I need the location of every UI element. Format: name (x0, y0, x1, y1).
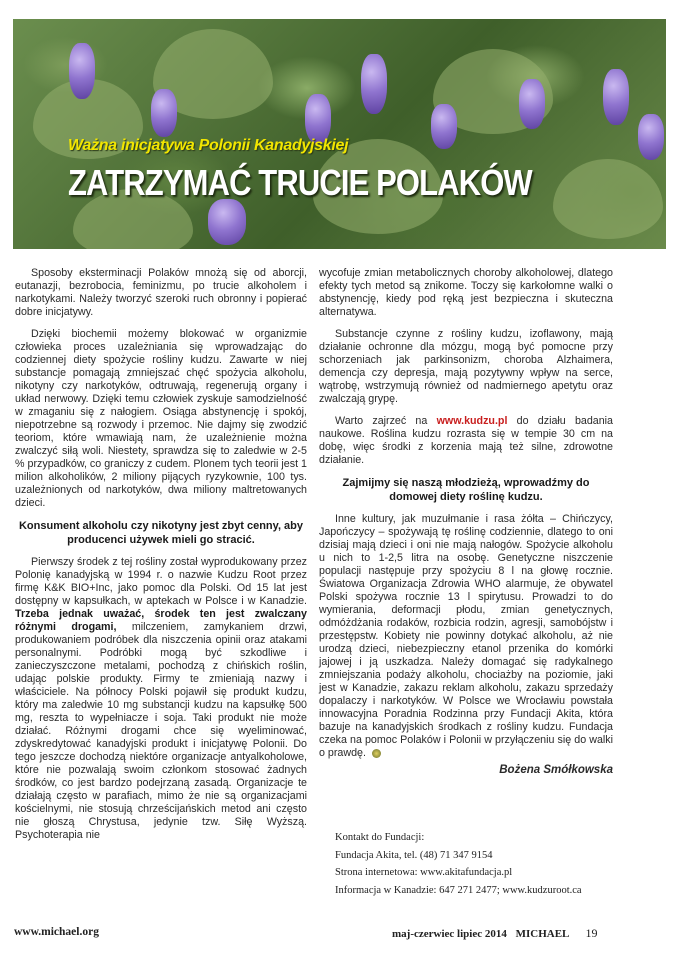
paragraph (319, 415, 613, 467)
flower-shape (519, 79, 545, 129)
paragraph: Substancje czynne z rośliny kudzu, izoflawony, mają działanie ochronne dla mózgu, mogą być pomocne przy schorzeniach jak parkinsonizm, choroba Alzhaimera, demencja czy depresja, mają pozytywny wpływ na serce, wątrobę, wstrzymują również od nadmiernego apetytu oraz zwalczają grypę. (319, 328, 613, 405)
flower-shape (431, 104, 457, 149)
paragraph-text: do działu badania naukowe. Roślina kudzu rozrasta się w tempie 30 cm na dobę, więc środki z korzenia mają też silne, zdrowotne działanie. (319, 415, 613, 466)
article-column-right (319, 267, 613, 785)
paragraph-text: Warto zajrzeć na (335, 415, 437, 427)
paragraph-text: milczeniem, zamykaniem drzwi, produkowaniem podróbek dla niszczenia opinii oraz atakami personalnymi. Podróbki mogą być szkodliwe i zanieczyszczone metalami, pochodzą z chińskich roślin, udając polskie produkty. Firmy te zmieniają nazwy i właściciele. Na północy Polski pojawił się produkt kudzu, który ma zaledwie 10 mg substancji kudzu na kapsułkę 500 mg, reszta to wypełniacze i soja. Taki produkt nie może działać. Różnymi drogami chce się wyeliminować, zdyskredytować kanadyjski produkt i inicjatywę Polonii. Do tego jeszcze dochodzą niektóre organizacje antyalkoholowe, które nie pozwalają swoim członkom stosować żadnych środków, co jest bardzo podejrzaną zasadą. Organizacje te działają często w parafiach, mimo że nie są organizacjami kościelnymi, nie stosują chrześcijańskich metod ani często nie głoszą Chrystusa, jedynie tzw. Siłę Wyższą. Psychoterapia nie (15, 621, 307, 841)
paragraph: wycofuje zmian metabolicznych choroby alkoholowej, dlatego efekty tych metod są znikome. Toczy się karkołomne walki o abstynencję, kiedy pod ręką jest bezpieczna i skuteczna alternatywa. (319, 267, 613, 318)
section-heading: Zajmijmy się naszą młodzieżą, wprowadźmy do domowej diety roślinę kudzu. (342, 477, 590, 503)
contact-box (335, 829, 635, 899)
flower-shape (208, 199, 246, 245)
footer-issue-date: maj-czerwiec lipiec 2014 (392, 928, 507, 940)
article-column-left (15, 267, 307, 842)
page-number: 19 (585, 926, 598, 940)
contact-phone: Fundacja Akita, tel. (48) 71 347 9154 (335, 849, 493, 861)
flower-shape (361, 54, 387, 114)
flower-shape (69, 43, 95, 99)
section-heading: Konsument alkoholu czy nikotyny jest zbyt cenny, aby producenci używek mieli go stracić. (18, 520, 304, 546)
paragraph (15, 556, 307, 842)
footer-website: www.michael.org (14, 926, 99, 938)
contact-website: Strona internetowa: www.akitafundacja.pl (335, 867, 513, 878)
paragraph (319, 513, 613, 760)
footer-issue-info (392, 926, 598, 941)
paragraph: Sposoby eksterminacji Polaków mnożą się od aborcji, eutanazji, bezrobocia, feminizmu, po trucie alkoholem i narkotykami. Należy tworzyć szeroki ruch obronny i popierać dobre inicjatywy. (15, 267, 307, 318)
flower-icon (372, 749, 381, 758)
contact-canada: Informacja w Kanadzie: 647 271 2477; www.kudzuroot.ca (335, 884, 582, 896)
flower-shape (151, 89, 177, 137)
flower-shape (638, 114, 664, 160)
article-headline: ZATRZYMAĆ TRUCIE POLAKÓW (68, 162, 532, 203)
author-signature: Bożena Smółkowska (499, 764, 613, 776)
article-kicker: Ważna inicjatywa Polonii Kanadyjskiej (68, 137, 349, 154)
contact-heading: Kontakt do Fundacji: (335, 832, 425, 843)
paragraph-text: Pierwszy środek z tej rośliny został wyprodukowany przez Polonię kanadyjską w 1994 r. o nazwie Kudzu Root przez firmę K&K BIO+Inc, jako pomoc dla Polski. Od 15 lat jest dostępny w kapsułkach, w aptekach w Polsce i w Kanadzie. (15, 556, 307, 607)
paragraph: Dzięki biochemii możemy blokować w organizmie człowieka proces uzależniania się wprowadzając do codziennej diety spożycie rośliny kudzu. Zawarte w niej substancje pomagają zmniejszać chęć spożycia alkoholu, nikotyny czy narkotyków, odtruwają, regenerują organy i układ nerwowy. Dzięki temu człowiek zyskuje samodzielność w zmaganiu się z nałogiem. Osiąga abstynencję i spokój, niepotrzebne są rozwody i przemoc. Nie dajmy się zwodzić teoriom, które wmawiają nam, że uzależnienie można zwalczyć siłą woli. Niestety, sprawdza się to zaledwie w 2-5 % przypadków, co graniczy z cudem. Plonem tych teorii jest 1 milion alkoholików, 2 miliony pijących ryzykownie, 100 tys. uzależnionych od narkotyków, dwa miliony maltretowanych dzieci. (15, 328, 307, 509)
kudzu-link[interactable]: www.kudzu.pl (436, 415, 508, 427)
footer-magazine-name: MICHAEL (515, 928, 569, 940)
bold-emphasis: Trzeba jednak uważać, środek ten jest zwalczany różnymi drogami, (15, 608, 307, 633)
paragraph-text: Inne kultury, jak muzułmanie i rasa żółta – Chińczycy, Japończycy – spożywają tę roślinę codziennie, dlatego to oni dzisiaj mają dzieci i oni nie mają nałogów. Spożycie alkoholu u nich to 1-2,5 litra na osobę. Genetyczne niszczenie populacji następuje przy spożyciu 8 l na głowę rocznie. Światowa Organizacja Zdrowia WHO alarmuje, że obywatel Polski spożywa rocznie 13 l spirytusu. Prowadzi to do wymierania, deformacji płodu, zmian genetycznych, odmóżdżania rodaków, rozbicia rodzin, agresji, samobójstw i przestępstw. Kobiety nie powinny dotykać alkoholu, aż nie urodzą dzieci, niebezpieczny etanol przenika do komórki jajowej i ją uszkadza. Należy domagać się radykalnego zmniejszania podaży alkoholu, chociażby na poziomie, jaki jest w Kanadzie, zakazu reklam alkoholu, zakazu sprzedaży dopalaczy i narkotyków. W Polsce we Wrocławiu powstała innowacyjna Poradnia Rodzinna przy Fundacji Akita, która bazuje na kanadyjskich środkach z rośliny kudzu. Fundacja czeka na pomoc Polaków i Polonii w przyłączeniu się do walki o prawdę. (319, 513, 613, 759)
header-banner-image (13, 19, 666, 249)
flower-shape (603, 69, 629, 125)
leaf-shape (553, 159, 663, 239)
